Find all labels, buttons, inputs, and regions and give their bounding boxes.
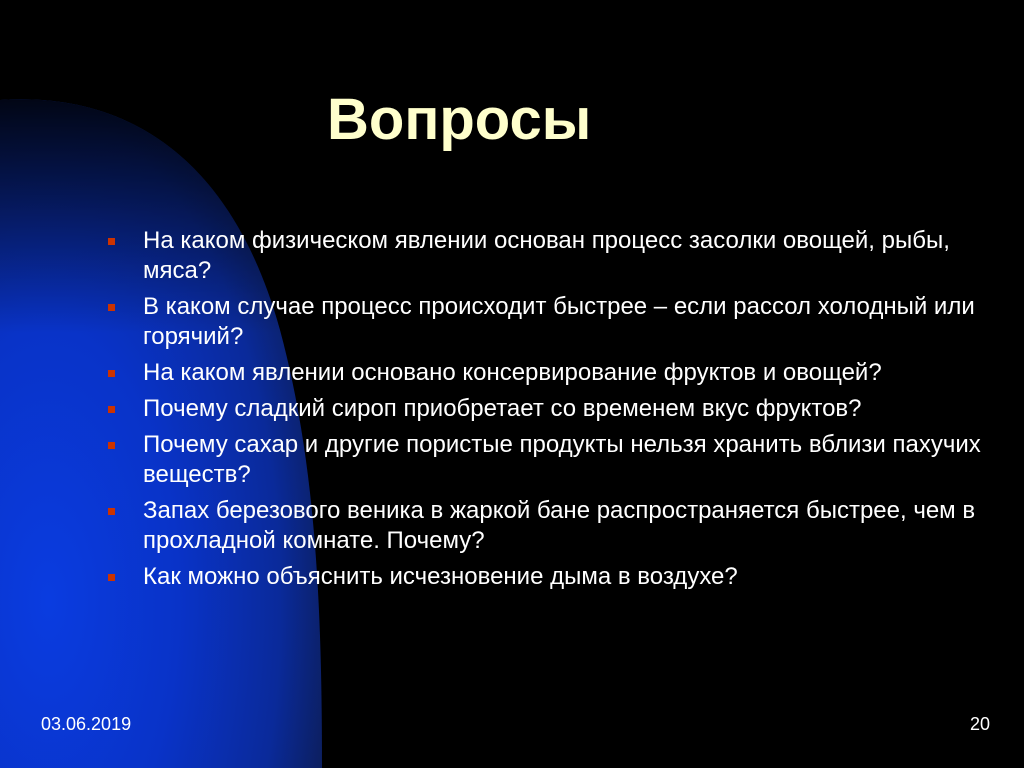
list-item [105,358,985,388]
square-bullet-icon [108,406,115,413]
square-bullet-icon [108,370,115,377]
list-item-text: На каком физическом явлении основан процесс засолки овощей, рыбы, мяса? [143,227,950,284]
list-item [105,226,985,286]
list-item-text: Почему сладкий сироп приобретает со временем вкус фруктов? [143,395,862,422]
footer-date: 03.06.2019 [41,714,132,734]
slide-title: Вопросы [327,87,592,152]
list-item-text: На каком явлении основано консервирование фруктов и овощей? [143,359,882,386]
list-item-text: Как можно объяснить исчезновение дыма в воздухе? [143,563,738,590]
list-item [105,292,985,352]
list-item [105,394,985,424]
page-number: 20 [969,714,990,734]
square-bullet-icon [108,238,115,245]
list-item-text: В каком случае процесс происходит быстрее – если рассол холодный или горячий? [143,293,975,350]
list-item [105,496,985,556]
list-item [105,562,985,592]
list-item-text: Запах березового веника в жаркой бане распространяется быстрее, чем в прохладной комнате. Почему? [143,497,976,554]
question-list [105,226,985,598]
square-bullet-icon [108,442,115,449]
list-item [105,430,985,490]
square-bullet-icon [108,574,115,581]
list-item-text: Почему сахар и другие пористые продукты нельзя хранить вблизи пахучих веществ? [143,431,981,488]
square-bullet-icon [108,304,115,311]
square-bullet-icon [108,508,115,515]
